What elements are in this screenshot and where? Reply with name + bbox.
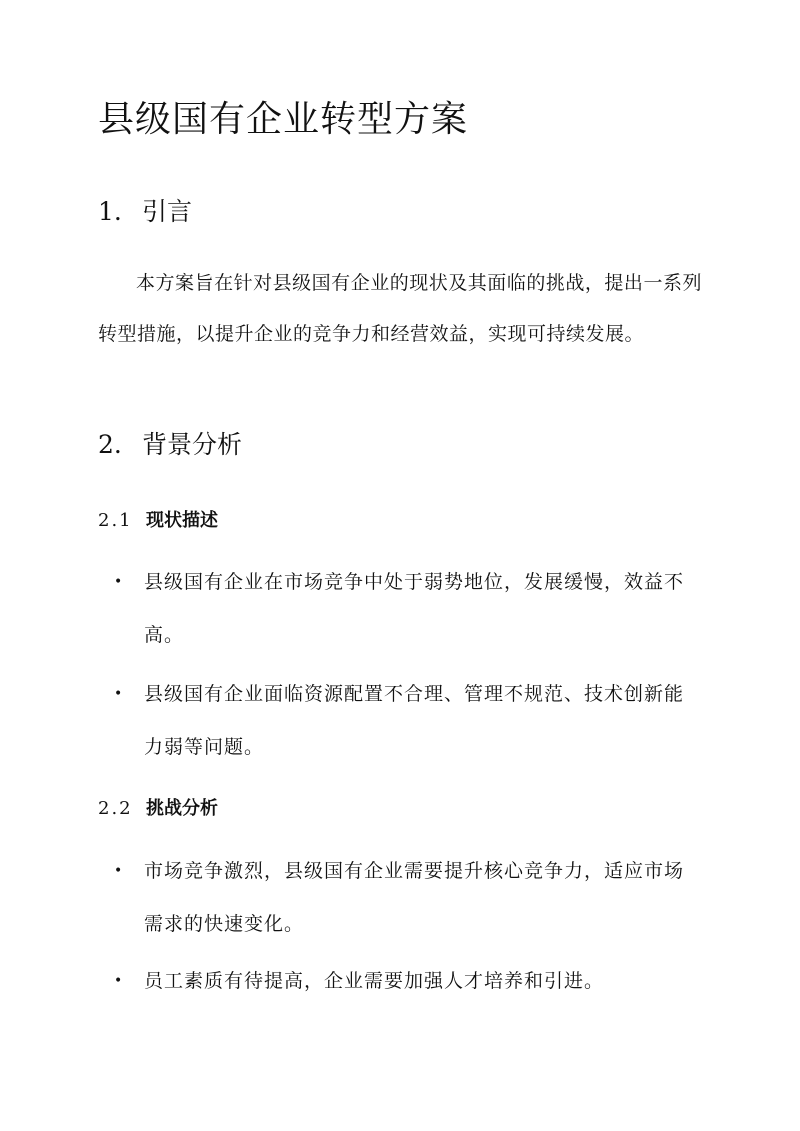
intro-paragraph: 本方案旨在针对县级国有企业的现状及其面临的挑战，提出一系列转型措施，以提升企业的竞争力和经营效益，实现可持续发展。 [98,272,702,345]
list-item [114,668,704,774]
document-title: 县级国有企业转型方案 [98,99,469,140]
section-number: 2. [98,430,122,459]
subsection-heading-challenges [98,796,218,822]
subsection-title: 挑战分析 [146,798,218,819]
subsection-heading-status [98,508,218,534]
bullet-icon: • [114,686,124,702]
section-heading-intro [98,195,192,229]
list-item [114,556,704,662]
section-title: 引言 [142,197,193,226]
bullet-icon: • [114,574,124,590]
list-item [114,955,704,1008]
subsection-title: 现状描述 [146,510,218,531]
section-title: 背景分析 [142,430,243,459]
subsection-number: 2.1 [98,510,133,531]
list-item-text: 县级国有企业面临资源配置不合理、管理不规范、技术创新能力弱等问题。 [144,683,685,758]
section-number: 1. [98,197,122,226]
bullet-icon: • [114,863,124,879]
section-heading-background [98,428,242,462]
list-item-text: 市场竞争激烈，县级国有企业需要提升核心竞争力，适应市场需求的快速变化。 [144,860,685,935]
list-item-text: 员工素质有待提高，企业需要加强人才培养和引进。 [144,970,605,992]
list-item [114,845,704,951]
subsection-number: 2.2 [98,798,133,819]
list-item-text: 县级国有企业在市场竞争中处于弱势地位，发展缓慢，效益不高。 [144,571,685,646]
bullet-icon: • [114,973,124,989]
